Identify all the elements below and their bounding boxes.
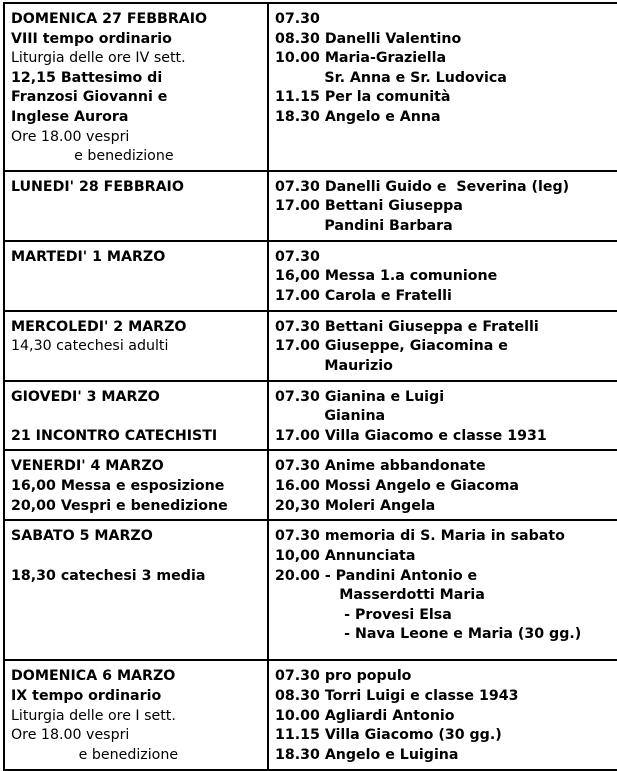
mass-intention-line: 20.00 - Pandini Antonio e [275, 567, 478, 584]
mass-list-cell [268, 450, 617, 520]
day-cell [4, 660, 268, 770]
day-note: Liturgia delle ore IV sett. [11, 50, 186, 67]
day-note: Ore 18.00 vespri [11, 727, 130, 744]
day-note: 21 INCONTRO CATECHISTI [11, 427, 218, 444]
day-heading: DOMENICA 27 FEBBRAIO [11, 11, 208, 27]
mass-intention-line: 10.00 Agliardi Antonio [275, 707, 455, 724]
mass-intention-line: 17.00 Bettani Giuseppa [275, 198, 463, 215]
day-heading: LUNEDI' 28 FEBBRAIO [11, 178, 184, 195]
day-heading: VENERDI' 4 MARZO [11, 458, 164, 475]
day-note: 20,00 Vespri e benedizione [11, 497, 228, 514]
day-cell [4, 381, 268, 451]
mass-intention-line: 17.00 Giuseppe, Giacomina e [275, 338, 508, 355]
mass-intention-line: 18.30 Angelo e Anna [275, 108, 441, 125]
mass-intention-line: 20,30 Moleri Angela [275, 497, 436, 514]
mass-list-cell [268, 311, 617, 381]
mass-intention-line: Maurizio [275, 357, 393, 374]
mass-intention-line: 08.30 Torri Luigi e classe 1943 [275, 687, 519, 704]
mass-intention-line: 16.00 Mossi Angelo e Giacoma [275, 477, 519, 494]
mass-intention-line: 07.30 Anime abbandonate [275, 458, 486, 475]
mass-intention-line: 07.30 Danelli Guido e Severina (leg) [275, 178, 570, 195]
day-row [4, 660, 617, 770]
mass-intention-line: Pandini Barbara [275, 217, 453, 234]
mass-intention-line: 18.30 Angelo e Luigina [275, 746, 459, 763]
mass-intention-line: 07.30 Bettani Giuseppa e Fratelli [275, 318, 539, 335]
day-note: e benedizione [11, 746, 179, 763]
mass-list-cell [268, 520, 617, 660]
day-row [4, 171, 617, 241]
mass-list-cell [268, 660, 617, 770]
day-note: 16,00 Messa e esposizione [11, 477, 225, 494]
day-cell [4, 311, 268, 381]
mass-intention-line: Sr. Anna e Sr. Ludovica [275, 69, 507, 86]
day-row [4, 311, 617, 381]
mass-list-cell [268, 241, 617, 311]
day-note: IX tempo ordinario [11, 687, 162, 704]
day-note: Liturgia delle ore I sett. [11, 707, 176, 724]
day-note: e benedizione [11, 148, 174, 165]
day-heading: DOMENICA 6 MARZO [11, 668, 176, 685]
mass-intention-line: 07.30 Gianina e Luigi [275, 388, 445, 405]
day-cell [4, 171, 268, 241]
day-note: 18,30 catechesi 3 media [11, 567, 206, 584]
mass-intention-line: Masserdotti Maria [275, 587, 485, 604]
day-row [4, 381, 617, 451]
mass-intention-line: 11.15 Villa Giacomo (30 gg.) [275, 727, 502, 744]
mass-list-cell [268, 171, 617, 241]
mass-intention-line: 17.00 Carola e Fratelli [275, 287, 452, 304]
day-cell [4, 241, 268, 311]
day-note: VIII tempo ordinario [11, 30, 172, 47]
mass-list-cell [268, 381, 617, 451]
mass-intention-line: 11.15 Per la comunità [275, 89, 451, 106]
day-note: Franzosi Giovanni e [11, 89, 168, 106]
day-cell [4, 520, 268, 660]
mass-list-cell [268, 3, 617, 171]
day-row [4, 3, 617, 171]
weekly-mass-schedule-table [3, 2, 617, 771]
day-cell [4, 3, 268, 171]
day-heading: MARTEDI' 1 MARZO [11, 248, 166, 265]
day-heading: SABATO 5 MARZO [11, 528, 153, 545]
mass-intention-line: 07.30 [275, 248, 320, 265]
spacer-line [11, 547, 261, 567]
day-note: Inglese Aurora [11, 108, 129, 125]
day-note: 12,15 Battesimo di [11, 69, 163, 86]
day-note: Ore 18.00 vespri [11, 128, 130, 145]
mass-intention-line: 16,00 Messa 1.a comunione [275, 268, 498, 285]
mass-intention-line: 17.00 Villa Giacomo e classe 1931 [275, 427, 547, 444]
day-row [4, 241, 617, 311]
mass-intention-line: 08.30 Danelli Valentino [275, 30, 462, 47]
day-note: 14,30 catechesi adulti [11, 338, 169, 355]
mass-intention-line: 07.30 memoria di S. Maria in sabato [275, 528, 565, 545]
mass-intention-line: 10,00 Annunciata [275, 547, 416, 564]
mass-intention-line: 10.00 Maria-Graziella [275, 50, 447, 67]
spacer-line [11, 407, 261, 427]
mass-intention-line: Gianina [275, 408, 386, 425]
mass-intention-line: - Nava Leone e Maria (30 gg.) [275, 626, 582, 643]
mass-intention-line: - Provesi Elsa [275, 606, 452, 623]
mass-intention-line: 07.30 [275, 11, 320, 27]
day-heading: MERCOLEDI' 2 MARZO [11, 318, 187, 335]
mass-intention-line: 07.30 pro populo [275, 668, 412, 685]
day-row [4, 450, 617, 520]
day-heading: GIOVEDI' 3 MARZO [11, 388, 160, 405]
day-cell [4, 450, 268, 520]
day-row [4, 520, 617, 660]
